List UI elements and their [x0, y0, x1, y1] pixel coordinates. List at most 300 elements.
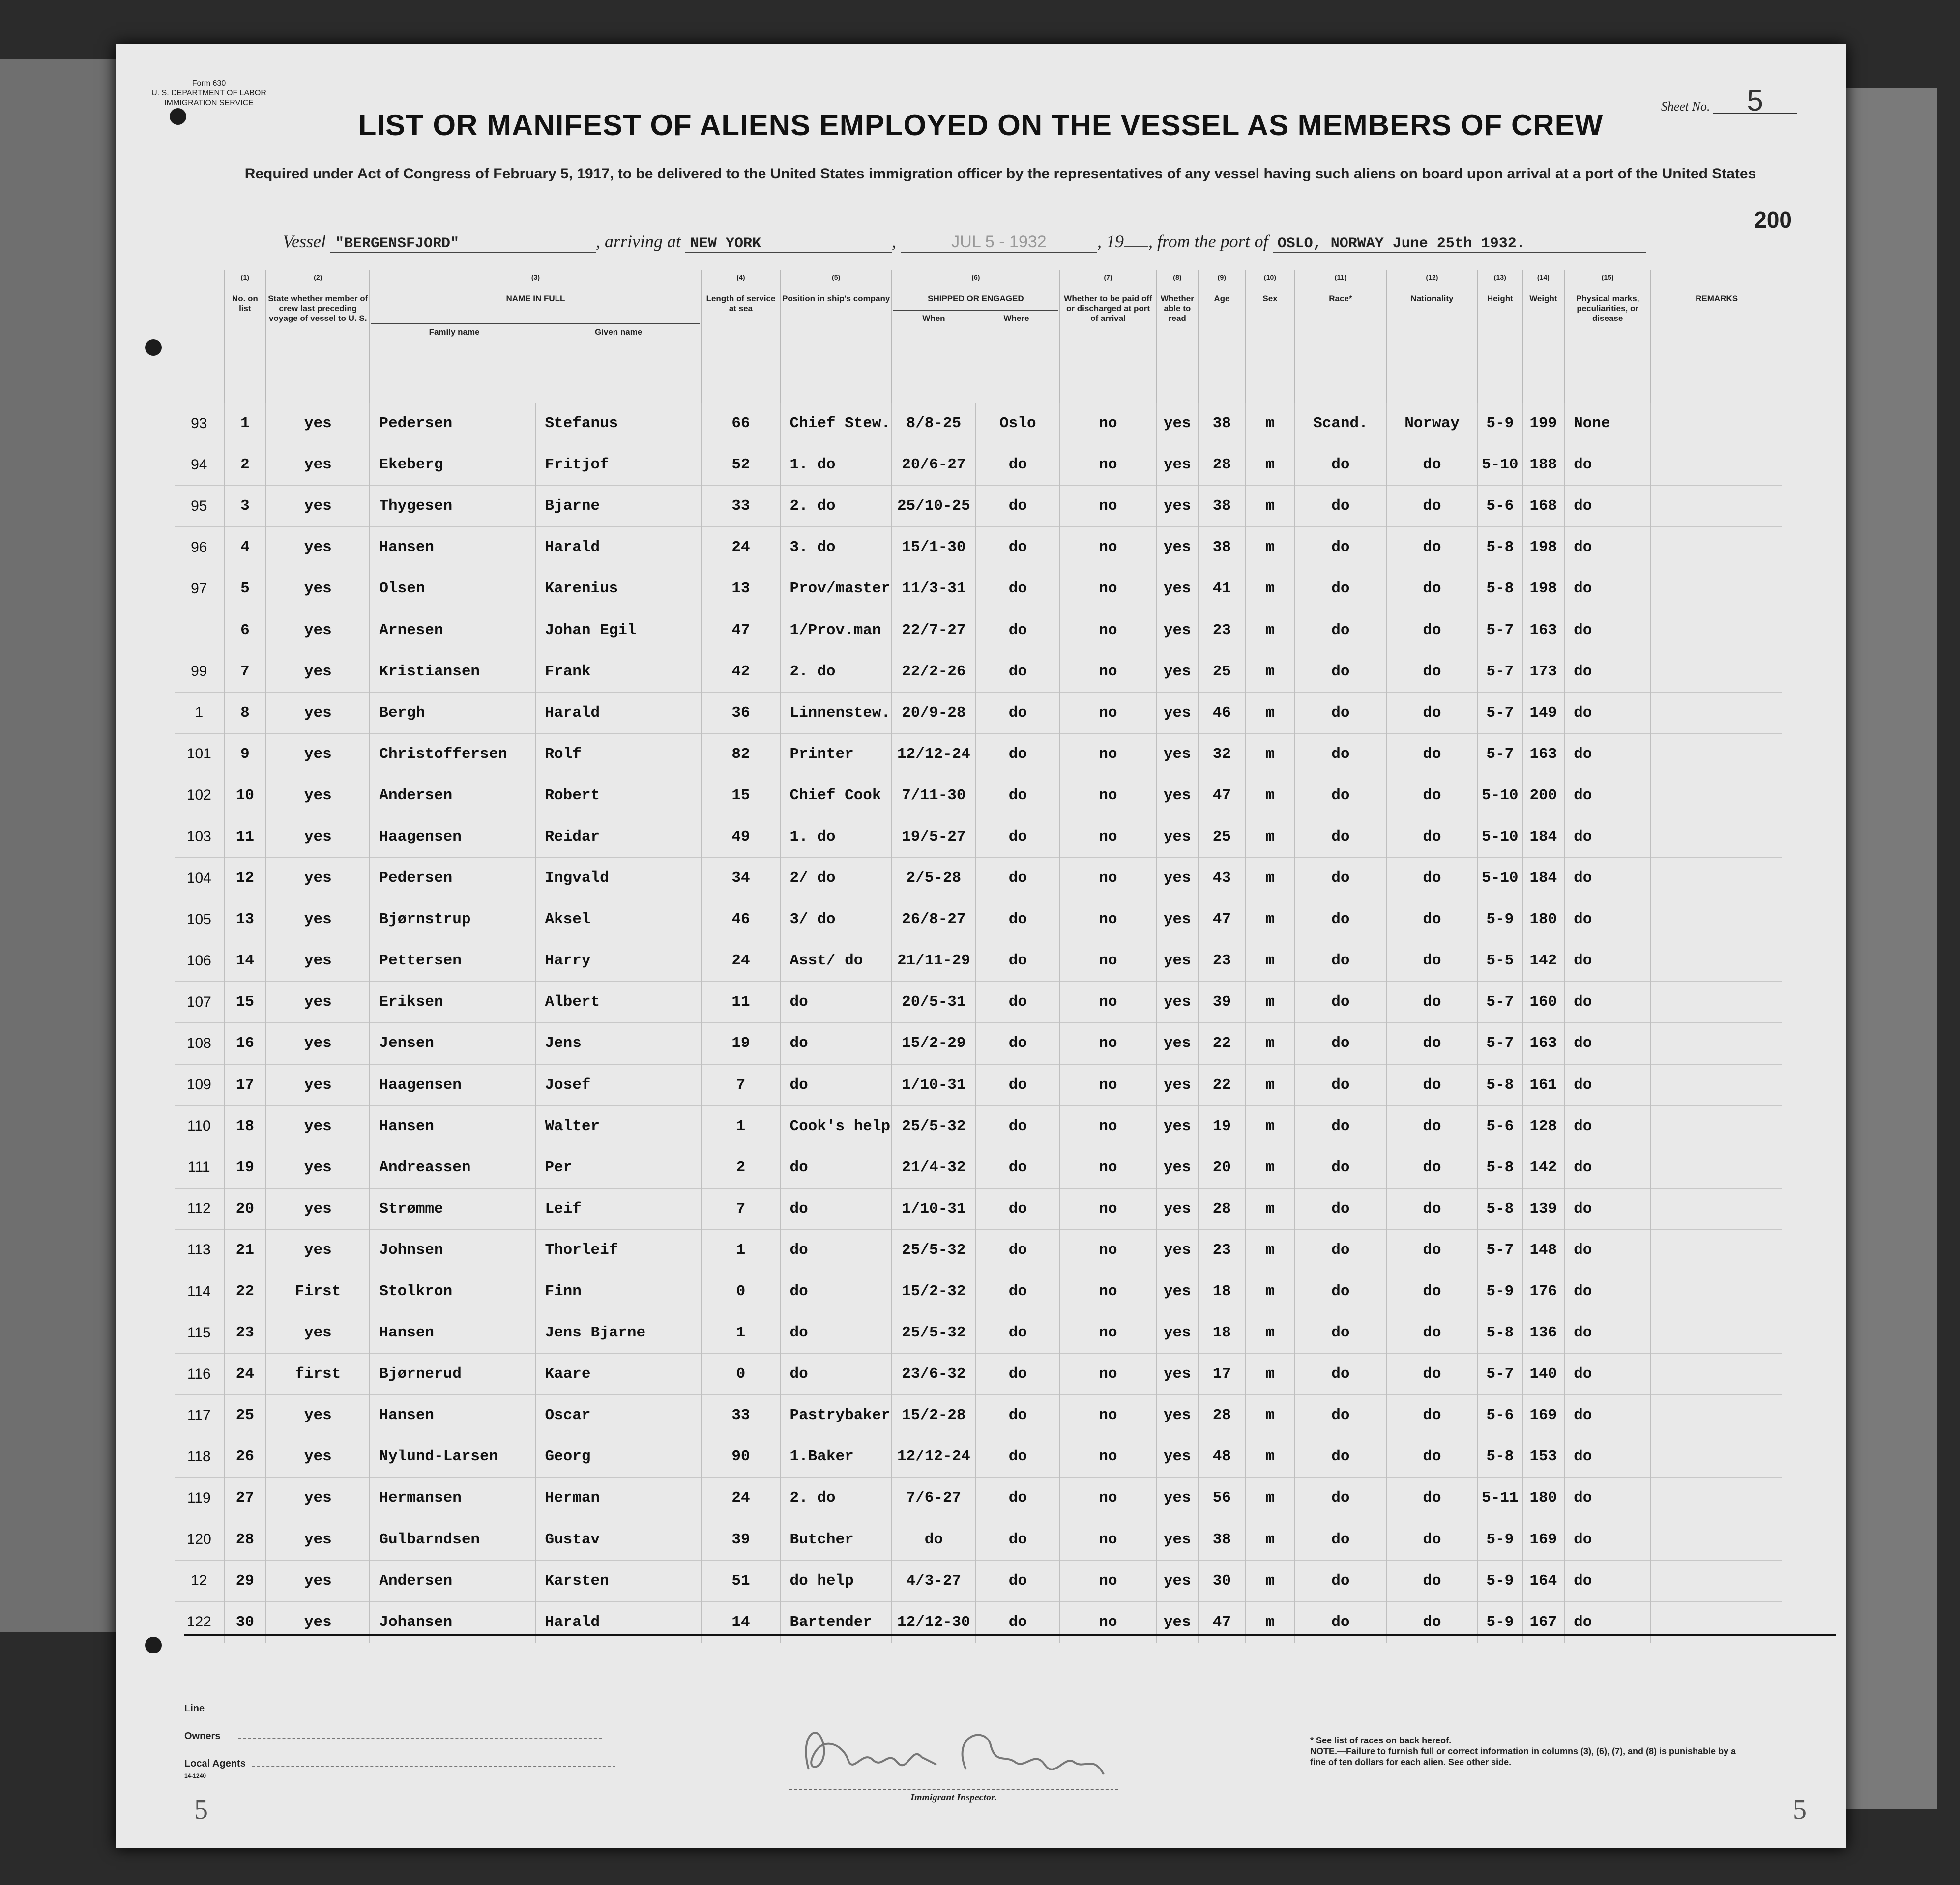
shipped-where-cell: do: [976, 816, 1060, 857]
table-row: [175, 733, 1782, 775]
able-to-read-cell: yes: [1156, 1188, 1199, 1229]
where-header: Where: [1003, 314, 1029, 323]
remarks-cell: [1651, 1560, 1782, 1601]
list-number-cell: 18: [224, 1105, 266, 1147]
list-number-cell: 14: [224, 940, 266, 982]
previous-voyage-cell: yes: [266, 1478, 370, 1519]
given-name-cell: Oscar: [535, 1395, 701, 1436]
department-label: U. S. DEPARTMENT OF LABOR: [151, 89, 266, 97]
shipped-where-cell: do: [976, 1354, 1060, 1395]
race-cell: do: [1295, 1395, 1386, 1436]
weight-cell: 139: [1522, 1188, 1565, 1229]
family-name-cell: Pettersen: [370, 940, 535, 982]
page-number-right: 5: [1793, 1795, 1807, 1825]
remarks-cell: [1651, 1436, 1782, 1478]
given-name-cell: Harald: [535, 692, 701, 733]
list-number-cell: 21: [224, 1229, 266, 1271]
position-cell: Linnenstew.: [780, 692, 891, 733]
nationality-cell: do: [1386, 775, 1478, 816]
family-name-cell: Andersen: [370, 1560, 535, 1601]
age-cell: 38: [1199, 403, 1246, 444]
age-cell: 18: [1199, 1271, 1246, 1312]
able-to-read-cell: yes: [1156, 692, 1199, 733]
sex-cell: m: [1245, 1519, 1295, 1560]
shipped-where-cell: do: [976, 444, 1060, 486]
family-name-cell: Bergh: [370, 692, 535, 733]
position-cell: do: [780, 1023, 891, 1064]
list-number-cell: 19: [224, 1147, 266, 1188]
age-cell: 22: [1199, 1023, 1246, 1064]
paid-off-cell: no: [1060, 486, 1156, 527]
given-name-cell: Gustav: [535, 1519, 701, 1560]
col-race-header: (11) Race*: [1295, 270, 1386, 403]
height-cell: 5-7: [1478, 1229, 1522, 1271]
sex-cell: m: [1245, 651, 1295, 692]
position-cell: Chief Stew.: [780, 403, 891, 444]
remarks-cell: [1651, 940, 1782, 982]
weight-cell: 140: [1522, 1354, 1565, 1395]
table-row: [175, 1560, 1782, 1601]
shipped-when-cell: do: [892, 1519, 976, 1560]
physical-marks-cell: do: [1564, 1436, 1651, 1478]
nationality-cell: do: [1386, 1312, 1478, 1354]
given-name-cell: Harry: [535, 940, 701, 982]
age-cell: 48: [1199, 1436, 1246, 1478]
sheet-number-value: 5: [1713, 88, 1797, 114]
given-name-cell: Per: [535, 1147, 701, 1188]
family-name-cell: Bjørnstrup: [370, 899, 535, 940]
list-number-cell: 12: [224, 858, 266, 899]
race-cell: do: [1295, 609, 1386, 651]
col-physical-marks-header: (15) Physical marks, peculiarities, or disease: [1564, 270, 1651, 403]
shipped-where-cell: do: [976, 651, 1060, 692]
punch-hole: [145, 1637, 162, 1653]
weight-cell: 180: [1522, 899, 1565, 940]
sex-cell: m: [1245, 1064, 1295, 1105]
remarks-cell: [1651, 1312, 1782, 1354]
margin-number-cell: 120: [175, 1519, 224, 1560]
weight-cell: 169: [1522, 1395, 1565, 1436]
race-cell: do: [1295, 858, 1386, 899]
height-cell: 5-5: [1478, 940, 1522, 982]
nationality-cell: do: [1386, 1271, 1478, 1312]
remarks-cell: [1651, 692, 1782, 733]
length-of-service-cell: 39: [702, 1519, 781, 1560]
shipped-where-cell: do: [976, 1519, 1060, 1560]
margin-number-cell: 118: [175, 1436, 224, 1478]
weight-cell: 184: [1522, 858, 1565, 899]
position-cell: Chief Cook: [780, 775, 891, 816]
sex-cell: m: [1245, 1436, 1295, 1478]
remarks-cell: [1651, 1147, 1782, 1188]
remarks-cell: [1651, 403, 1782, 444]
shipped-when-cell: 25/5-32: [892, 1312, 976, 1354]
able-to-read-cell: yes: [1156, 568, 1199, 609]
race-cell: do: [1295, 1023, 1386, 1064]
height-cell: 5-9: [1478, 1601, 1522, 1643]
position-cell: do: [780, 1354, 891, 1395]
position-cell: do: [780, 1312, 891, 1354]
physical-marks-cell: do: [1564, 982, 1651, 1023]
position-cell: do help: [780, 1560, 891, 1601]
physical-marks-cell: do: [1564, 651, 1651, 692]
race-cell: do: [1295, 1064, 1386, 1105]
paid-off-cell: no: [1060, 1229, 1156, 1271]
height-cell: 5-11: [1478, 1478, 1522, 1519]
list-number-cell: 25: [224, 1395, 266, 1436]
physical-marks-cell: do: [1564, 733, 1651, 775]
position-cell: Cook's help: [780, 1105, 891, 1147]
margin-number-cell: 112: [175, 1188, 224, 1229]
previous-voyage-cell: yes: [266, 1147, 370, 1188]
able-to-read-cell: yes: [1156, 1478, 1199, 1519]
family-name-cell: Eriksen: [370, 982, 535, 1023]
paid-off-cell: no: [1060, 733, 1156, 775]
table-row: [175, 527, 1782, 568]
given-name-cell: Ingvald: [535, 858, 701, 899]
paid-off-cell: no: [1060, 568, 1156, 609]
age-cell: 28: [1199, 1395, 1246, 1436]
race-cell: do: [1295, 1271, 1386, 1312]
length-of-service-cell: 19: [702, 1023, 781, 1064]
race-cell: do: [1295, 692, 1386, 733]
given-name-cell: Harald: [535, 1601, 701, 1643]
age-cell: 56: [1199, 1478, 1246, 1519]
race-cell: do: [1295, 1601, 1386, 1643]
position-cell: Butcher: [780, 1519, 891, 1560]
col-sex-header: (10) Sex: [1245, 270, 1295, 403]
nationality-cell: do: [1386, 858, 1478, 899]
shipped-when-cell: 12/12-24: [892, 733, 976, 775]
shipped-when-cell: 26/8-27: [892, 899, 976, 940]
able-to-read-cell: yes: [1156, 1229, 1199, 1271]
sex-cell: m: [1245, 733, 1295, 775]
sex-cell: m: [1245, 858, 1295, 899]
weight-cell: 153: [1522, 1436, 1565, 1478]
shipped-where-cell: do: [976, 982, 1060, 1023]
race-cell: do: [1295, 1105, 1386, 1147]
shipped-where-cell: do: [976, 692, 1060, 733]
paid-off-cell: no: [1060, 1478, 1156, 1519]
shipped-when-cell: 22/2-26: [892, 651, 976, 692]
shipped-where-cell: do: [976, 858, 1060, 899]
length-of-service-cell: 2: [702, 1147, 781, 1188]
paid-off-cell: no: [1060, 1395, 1156, 1436]
stamp-number: 200: [1754, 207, 1792, 232]
given-name-cell: Georg: [535, 1436, 701, 1478]
weight-cell: 180: [1522, 1478, 1565, 1519]
margin-number-cell: 1: [175, 692, 224, 733]
nationality-cell: do: [1386, 444, 1478, 486]
shipped-when-cell: 7/11-30: [892, 775, 976, 816]
margin-number-cell: 111: [175, 1147, 224, 1188]
col-age-header: (9) Age: [1199, 270, 1246, 403]
shipped-where-cell: do: [976, 1560, 1060, 1601]
physical-marks-cell: do: [1564, 1519, 1651, 1560]
previous-voyage-cell: yes: [266, 1064, 370, 1105]
local-agents-code: 14-1240: [184, 1772, 206, 1779]
height-cell: 5-7: [1478, 733, 1522, 775]
sex-cell: m: [1245, 527, 1295, 568]
previous-voyage-cell: yes: [266, 899, 370, 940]
family-name-cell: Hansen: [370, 527, 535, 568]
length-of-service-cell: 47: [702, 609, 781, 651]
physical-marks-cell: do: [1564, 1105, 1651, 1147]
shipped-where-cell: do: [976, 1271, 1060, 1312]
paid-off-cell: no: [1060, 444, 1156, 486]
list-number-cell: 28: [224, 1519, 266, 1560]
table-header: [175, 270, 1782, 403]
height-cell: 5-9: [1478, 899, 1522, 940]
weight-cell: 184: [1522, 816, 1565, 857]
weight-cell: 167: [1522, 1601, 1565, 1643]
list-number-cell: 10: [224, 775, 266, 816]
shipped-when-cell: 11/3-31: [892, 568, 976, 609]
col-name-header: (3) NAME IN FULL Family name Given name: [370, 270, 701, 403]
position-cell: 2. do: [780, 486, 891, 527]
margin-number-cell: [175, 609, 224, 651]
remarks-cell: [1651, 1188, 1782, 1229]
table-row: [175, 1519, 1782, 1560]
family-name-cell: Ekeberg: [370, 444, 535, 486]
weight-cell: 163: [1522, 733, 1565, 775]
remarks-cell: [1651, 444, 1782, 486]
height-cell: 5-8: [1478, 1312, 1522, 1354]
weight-cell: 176: [1522, 1271, 1565, 1312]
table-row: [175, 1147, 1782, 1188]
family-name-cell: Hansen: [370, 1105, 535, 1147]
weight-cell: 148: [1522, 1229, 1565, 1271]
table-row: [175, 1601, 1782, 1643]
race-cell: do: [1295, 1312, 1386, 1354]
able-to-read-cell: yes: [1156, 775, 1199, 816]
form-number: Form 630: [192, 79, 226, 87]
remarks-cell: [1651, 1519, 1782, 1560]
remarks-cell: [1651, 816, 1782, 857]
nationality-cell: Norway: [1386, 403, 1478, 444]
given-name-cell: Josef: [535, 1064, 701, 1105]
remarks-cell: [1651, 486, 1782, 527]
age-cell: 20: [1199, 1147, 1246, 1188]
col-position-header: (5) Position in ship's company: [780, 270, 891, 403]
height-cell: 5-10: [1478, 444, 1522, 486]
able-to-read-cell: yes: [1156, 940, 1199, 982]
table-row: [175, 568, 1782, 609]
margin-number-cell: 108: [175, 1023, 224, 1064]
paid-off-cell: no: [1060, 527, 1156, 568]
length-of-service-cell: 52: [702, 444, 781, 486]
length-of-service-cell: 14: [702, 1601, 781, 1643]
family-name-cell: Haagensen: [370, 1064, 535, 1105]
length-of-service-cell: 7: [702, 1064, 781, 1105]
physical-marks-cell: do: [1564, 527, 1651, 568]
weight-cell: 163: [1522, 609, 1565, 651]
family-name-cell: Christoffersen: [370, 733, 535, 775]
race-cell: do: [1295, 568, 1386, 609]
given-name-cell: Karsten: [535, 1560, 701, 1601]
list-number-cell: 24: [224, 1354, 266, 1395]
col-number-header: (1) No. on list: [224, 270, 266, 403]
nationality-cell: do: [1386, 1147, 1478, 1188]
list-number-cell: 26: [224, 1436, 266, 1478]
shipped-where-cell: do: [976, 1023, 1060, 1064]
nationality-cell: do: [1386, 1601, 1478, 1643]
height-cell: 5-8: [1478, 1147, 1522, 1188]
shipped-when-cell: 1/10-31: [892, 1064, 976, 1105]
col-shipped-header: (6) SHIPPED OR ENGAGED When Where: [892, 270, 1060, 403]
physical-marks-cell: do: [1564, 486, 1651, 527]
previous-voyage-cell: yes: [266, 609, 370, 651]
height-cell: 5-6: [1478, 486, 1522, 527]
shipped-when-cell: 20/9-28: [892, 692, 976, 733]
shipped-where-cell: do: [976, 1064, 1060, 1105]
sex-cell: m: [1245, 1271, 1295, 1312]
shipped-where-cell: do: [976, 1312, 1060, 1354]
table-row: [175, 1105, 1782, 1147]
length-of-service-cell: 24: [702, 1478, 781, 1519]
given-name-cell: Frank: [535, 651, 701, 692]
physical-marks-cell: do: [1564, 692, 1651, 733]
shipped-where-cell: do: [976, 609, 1060, 651]
given-name-cell: Herman: [535, 1478, 701, 1519]
owners-label: Owners: [184, 1731, 221, 1741]
sex-cell: m: [1245, 816, 1295, 857]
nationality-cell: do: [1386, 1395, 1478, 1436]
table-row: [175, 1478, 1782, 1519]
shipped-when-cell: 15/1-30: [892, 527, 976, 568]
shipped-where-cell: do: [976, 1395, 1060, 1436]
able-to-read-cell: yes: [1156, 527, 1199, 568]
shipped-when-cell: 21/11-29: [892, 940, 976, 982]
family-name-cell: Bjørnerud: [370, 1354, 535, 1395]
shipped-when-cell: 25/10-25: [892, 486, 976, 527]
height-cell: 5-9: [1478, 1519, 1522, 1560]
length-of-service-cell: 34: [702, 858, 781, 899]
previous-voyage-cell: yes: [266, 403, 370, 444]
given-name-cell: Bjarne: [535, 486, 701, 527]
nationality-cell: do: [1386, 486, 1478, 527]
remarks-cell: [1651, 982, 1782, 1023]
height-cell: 5-8: [1478, 527, 1522, 568]
physical-marks-cell: do: [1564, 1395, 1651, 1436]
remarks-cell: [1651, 1601, 1782, 1643]
signature-scribble: [789, 1715, 1118, 1789]
margin-header: [175, 270, 224, 403]
family-name-cell: Olsen: [370, 568, 535, 609]
length-of-service-cell: 24: [702, 527, 781, 568]
height-cell: 5-8: [1478, 1436, 1522, 1478]
physical-marks-cell: do: [1564, 816, 1651, 857]
owners-block: [184, 1703, 615, 1786]
able-to-read-cell: yes: [1156, 609, 1199, 651]
height-cell: 5-8: [1478, 1064, 1522, 1105]
paid-off-cell: no: [1060, 1560, 1156, 1601]
position-cell: 1. do: [780, 816, 891, 857]
age-cell: 47: [1199, 899, 1246, 940]
race-cell: do: [1295, 651, 1386, 692]
length-of-service-cell: 0: [702, 1354, 781, 1395]
able-to-read-cell: yes: [1156, 1601, 1199, 1643]
position-cell: Asst/ do: [780, 940, 891, 982]
table-row: [175, 1395, 1782, 1436]
family-name-cell: Hermansen: [370, 1478, 535, 1519]
able-to-read-cell: yes: [1156, 733, 1199, 775]
crew-rows: [175, 403, 1782, 1643]
paid-off-cell: no: [1060, 692, 1156, 733]
paid-off-cell: no: [1060, 1519, 1156, 1560]
age-cell: 32: [1199, 733, 1246, 775]
sex-cell: m: [1245, 1560, 1295, 1601]
col-previous-voyage-header: (2) State whether member of crew last preceding voyage of vessel to U. S.: [266, 270, 370, 403]
nationality-cell: do: [1386, 1064, 1478, 1105]
position-cell: 2. do: [780, 1478, 891, 1519]
list-number-cell: 2: [224, 444, 266, 486]
previous-voyage-cell: yes: [266, 692, 370, 733]
punch-hole: [145, 339, 162, 356]
length-of-service-cell: 33: [702, 1395, 781, 1436]
local-agents-label: Local Agents: [184, 1758, 246, 1769]
background-page-left: [0, 59, 118, 1632]
race-cell: Scand.: [1295, 403, 1386, 444]
height-cell: 5-8: [1478, 568, 1522, 609]
given-name-cell: Jens Bjarne: [535, 1312, 701, 1354]
length-of-service-cell: 82: [702, 733, 781, 775]
race-cell: do: [1295, 733, 1386, 775]
height-cell: 5-8: [1478, 1188, 1522, 1229]
date-stamp: JUL 5 - 1932: [901, 232, 1097, 253]
sex-cell: m: [1245, 1229, 1295, 1271]
family-name-cell: Andersen: [370, 775, 535, 816]
age-cell: 47: [1199, 775, 1246, 816]
given-name-cell: Rolf: [535, 733, 701, 775]
list-number-cell: 30: [224, 1601, 266, 1643]
age-cell: 25: [1199, 816, 1246, 857]
able-to-read-cell: yes: [1156, 1105, 1199, 1147]
remarks-cell: [1651, 899, 1782, 940]
remarks-cell: [1651, 1271, 1782, 1312]
able-to-read-cell: yes: [1156, 1560, 1199, 1601]
height-cell: 5-7: [1478, 1354, 1522, 1395]
given-name-cell: Reidar: [535, 816, 701, 857]
remarks-cell: [1651, 733, 1782, 775]
table-row: [175, 609, 1782, 651]
margin-number-cell: 97: [175, 568, 224, 609]
sex-cell: m: [1245, 1105, 1295, 1147]
margin-number-cell: 93: [175, 403, 224, 444]
age-cell: 25: [1199, 651, 1246, 692]
margin-number-cell: 103: [175, 816, 224, 857]
position-cell: do: [780, 1147, 891, 1188]
family-name-cell: Andreassen: [370, 1147, 535, 1188]
previous-voyage-cell: yes: [266, 1436, 370, 1478]
margin-number-cell: 104: [175, 858, 224, 899]
age-cell: 23: [1199, 1229, 1246, 1271]
sex-cell: m: [1245, 403, 1295, 444]
previous-voyage-cell: yes: [266, 1395, 370, 1436]
paid-off-cell: no: [1060, 816, 1156, 857]
previous-voyage-cell: yes: [266, 1188, 370, 1229]
page-subtitle: Required under Act of Congress of February 5, 1917, to be delivered to the United States immigration officer by the representatives of any vessel having such aliens on board upon arrival at a port of the United States: [244, 166, 1756, 182]
age-cell: 30: [1199, 1560, 1246, 1601]
previous-voyage-cell: yes: [266, 1023, 370, 1064]
race-cell: do: [1295, 1354, 1386, 1395]
physical-marks-cell: do: [1564, 1188, 1651, 1229]
length-of-service-cell: 0: [702, 1271, 781, 1312]
able-to-read-cell: yes: [1156, 486, 1199, 527]
family-name-cell: Pedersen: [370, 858, 535, 899]
given-name-cell: Albert: [535, 982, 701, 1023]
col-service-header: (4) Length of service at sea: [702, 270, 781, 403]
